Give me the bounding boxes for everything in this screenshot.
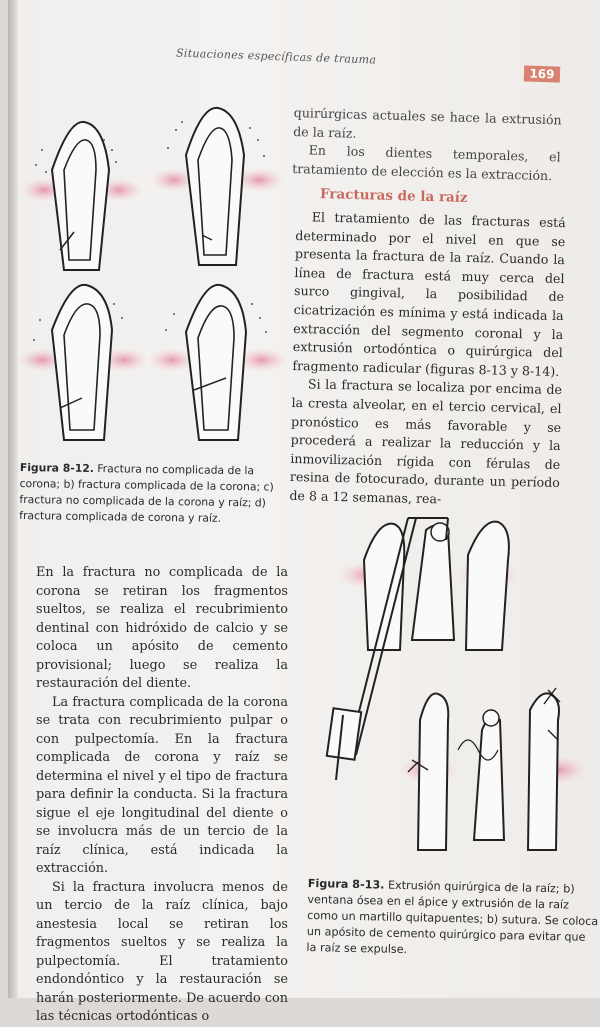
figure-8-13-caption-text: Extrusión quirúrgica de la raíz; b) ventana ósea en el ápice y extrusión de la raíz como un martillo quitapuentes; b) sutura. Se coloca un apósito de cemento quirúrgico para evitar que la raíz se expulse. (306, 878, 599, 957)
right-column-top (292, 104, 562, 186)
suture-drawing (398, 688, 588, 850)
figure-8-12-label: Figura 8-12. (19, 460, 94, 476)
tooth-d-drawing (148, 285, 288, 440)
right-column-body (289, 208, 566, 512)
page-number: 169 (524, 65, 561, 82)
section-heading: Fracturas de la raíz (319, 186, 468, 206)
figure-8-13-illustration (308, 500, 588, 870)
paragraph: En la fractura no complicada de la corona se retiran los fragmentos sueltos, se realiza el recubrimiento dentinal con hidróxido de calcio y se coloca un apósito de cemento provisional; luego se realiza la restauración del diente. (36, 565, 288, 691)
book-page (8, 0, 600, 1024)
figure-8-12-caption-text: Fractura no complicada de la corona; b) fractura complicada de la corona; c) fractura no complicada de la corona y raíz; d) fractura complicada de corona y raíz. (19, 462, 274, 525)
tooth-c-drawing (18, 285, 148, 440)
paragraph: Si la fractura se localiza por encima de la cresta alveolar, en el tercio cervical, el pronóstico es más favorable y se procederá a realizar la reducción y la inmovilización rígida con férulas de resina de fotocurado, durante un período de 8 a 12 semanas, rea- (289, 376, 563, 507)
figure-8-12-illustration (14, 100, 294, 450)
paragraph: La fractura complicada de la corona se trata con recubrimiento pulpar o con pulpectomía. En la fractura complicada de corona y raíz se determina el nivel y el tipo de fractura para definir la conducta. Si la fractura sigue el eje longitudinal del diente o se involucra más de un tercio de la raíz clínica, está indicada la extracción. (36, 694, 288, 876)
figure-8-13-caption (306, 876, 600, 962)
paragraph: Si la fractura involucra menos de un tercio de la raíz clínica, bajo anestesia local se retiran los fragmentos sueltos y se realiza la pulpectomía. El tratamiento endondóntico y la restauración se harán posteriormente. De acuerdo con las técnicas ortodónticas o (36, 879, 288, 1024)
tooth-b-drawing (150, 108, 285, 265)
left-column-body (36, 564, 288, 1027)
paragraph: En los dientes temporales, el tratamiento de elección es la extracción. (291, 142, 561, 184)
figure-8-13-label: Figura 8-13. (307, 876, 385, 892)
figure-8-12-caption (19, 460, 282, 528)
paragraph: El tratamiento de las fracturas está determinado por el nivel en que se presenta la fractura de la raíz. Cuando la línea de fractura está muy cerca del surco gingival, la posibilidad de cicatrización es mínima y está indicada la extracción del segmento coronal y la extrusión ortodóntica o quirúrgica del fragmento radicular (figuras 8-13 y 8-14). (292, 209, 566, 379)
tooth-a-drawing (20, 122, 143, 270)
paragraph: quirúrgicas actuales se hace la extrusión de la raíz. (293, 104, 562, 141)
running-title: Situaciones específicas de trauma (175, 46, 377, 67)
